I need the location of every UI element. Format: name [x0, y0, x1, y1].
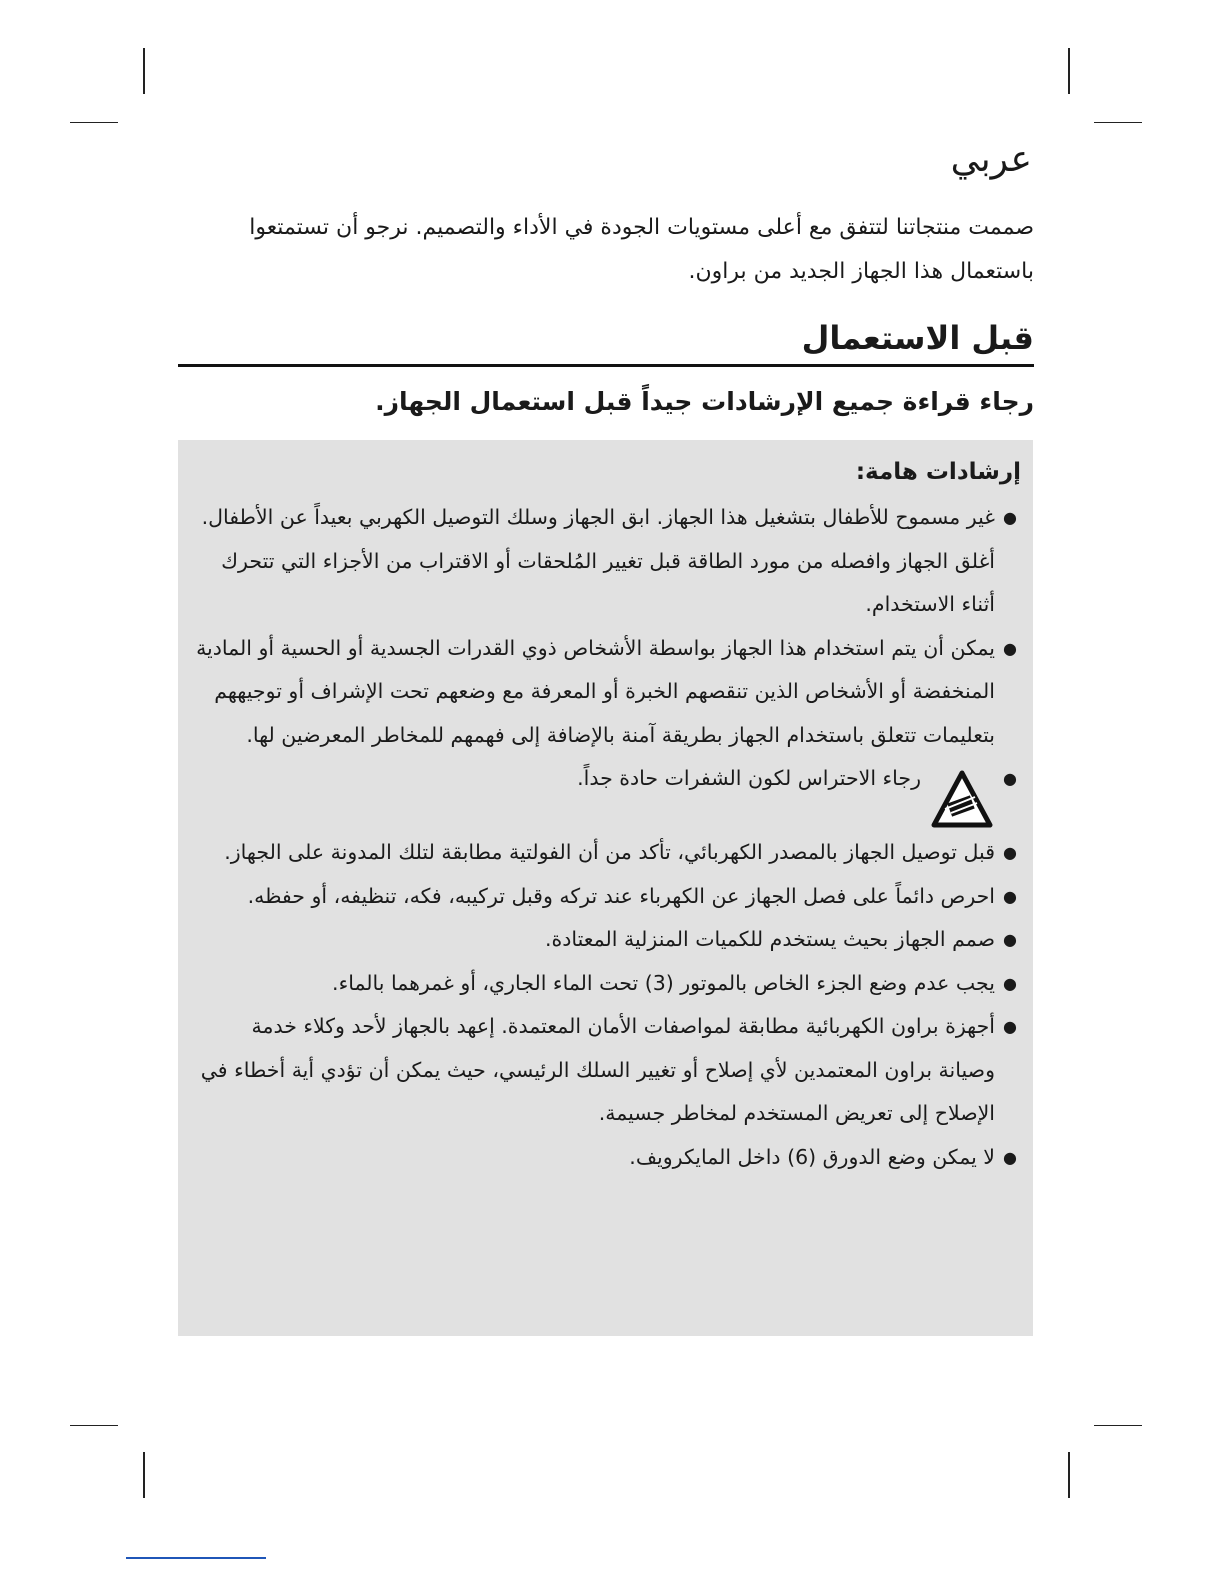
- list-item: ● صمم الجهاز بحيث يستخدم للكميات المنزلية المعتادة.: [190, 918, 1021, 962]
- crop-mark: [1094, 1425, 1142, 1426]
- bullet-icon: ●: [1003, 843, 1017, 862]
- crop-mark: [70, 1425, 118, 1426]
- bullet-icon: ●: [1003, 1147, 1017, 1167]
- list-item: ● احرص دائماً على فصل الجهاز عن الكهرباء عند تركه وقبل تركيبه، فكه، تنظيفه، أو حفظه.: [190, 875, 1021, 919]
- crop-mark: [1068, 1452, 1070, 1498]
- crop-mark: [1068, 48, 1070, 94]
- crop-mark: [143, 48, 145, 94]
- list-item: ● رجاء الاحتراس لكون الشفرات حادة جداً.: [190, 757, 1021, 831]
- instructions-title: إرشادات هامة:: [855, 459, 1021, 485]
- language-heading: عربي: [950, 139, 1032, 180]
- bullet-icon: ●: [1003, 886, 1017, 906]
- list-item: ● يمكن أن يتم استخدام هذا الجهاز بواسطة الأشخاص ذوي القدرات الجسدية أو الحسية أو المادية المنخفضة أو الأشخاص الذين تنقصهم الخبرة أو المعرفة مع وضعهم تحت الإشراف أو توجيههم بتعليمات تتعلق باستخدام الجهاز بطريقة آمنة بالإضافة إلى فهمهم للمخاطر المعرضين لها.: [190, 627, 1021, 758]
- section-title: قبل الاستعمال: [178, 316, 1034, 367]
- list-item: ● قبل توصيل الجهاز بالمصدر الكهربائي، تأكد من أن الفولتية مطابقة لتلك المدونة على الجهاز.: [190, 831, 1021, 875]
- subtitle: رجاء قراءة جميع الإرشادات جيداً قبل استعمال الجهاز.: [375, 387, 1034, 416]
- instructions-box: [178, 440, 1033, 1336]
- bullet-icon: ●: [1003, 638, 1017, 658]
- footer-line: [126, 1557, 266, 1559]
- instructions-list: [190, 496, 1021, 1179]
- crop-mark: [143, 1452, 145, 1498]
- bullet-icon: ●: [1003, 930, 1017, 949]
- intro-paragraph: صممت منتجاتنا لتتفق مع أعلى مستويات الجودة في الأداء والتصميم. نرجو أن تستمتعوا باستعمال هذا الجهاز الجديد من براون.: [249, 215, 1034, 284]
- bullet-icon: ●: [1003, 508, 1017, 527]
- list-item: ● يجب عدم وضع الجزء الخاص بالموتور (3) تحت الماء الجاري، أو غمرهما بالماء.: [190, 962, 1021, 1006]
- crop-mark: [70, 122, 118, 123]
- bullet-icon: ●: [1003, 973, 1017, 993]
- bullet-icon: ●: [1003, 769, 1017, 788]
- list-item: ● لا يمكن وضع الدورق (6) داخل المايكرويف.: [190, 1136, 1021, 1180]
- blade-warning-icon: [931, 769, 993, 831]
- crop-mark: [1094, 122, 1142, 123]
- list-item: ● أجهزة براون الكهربائية مطابقة لمواصفات الأمان المعتمدة. إعهد بالجهاز لأحد وكلاء خدمة وصيانة براون المعتمدين لأي إصلاح أو تغيير السلك الرئيسي، حيث يمكن أن تؤدي أية أخطاء في الإصلاح إلى تعريض المستخدم لمخاطر جسيمة.: [190, 1005, 1021, 1136]
- list-item: ● غير مسموح للأطفال بتشغيل هذا الجهاز. ابق الجهاز وسلك التوصيل الكهربي بعيداً عن الأطفال. أغلق الجهاز وافصله من مورد الطاقة قبل تغيير المُلحقات أو الاقتراب من الأجزاء التي تتحرك أثناء الاستخدام.: [190, 496, 1021, 627]
- bullet-icon: ●: [1003, 1017, 1017, 1036]
